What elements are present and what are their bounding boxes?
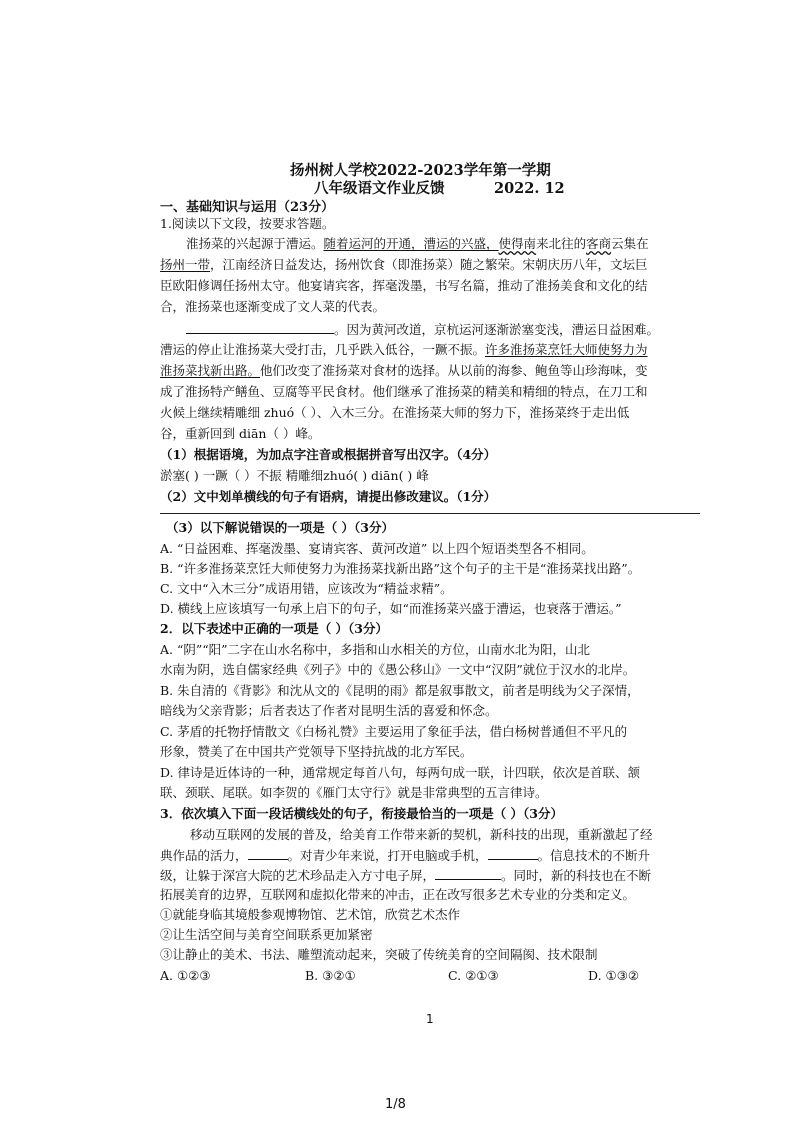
passage-line-7: 淮扬菜找新出路。他们改变了淮扬菜对食材的选择。从以前的海参、鲍鱼等山珍海味，变 bbox=[160, 363, 648, 378]
q3-sentence-3: ③让静止的美术、书法、雕塑流动起来，突破了传统美育的空间隔阂、技术限制 bbox=[160, 947, 598, 962]
school-title: 扬州树人学校2022-2023学年第一学期 bbox=[290, 162, 551, 179]
q2-option-d-line2: 联、颈联、尾联。如李贺的《雁门太守行》就是非常典型的五言律诗。 bbox=[160, 785, 548, 800]
option-d: D. 横线上应该填写一句承上启下的句子，如“而淮扬菜兴盛于漕运，也衰落于漕运。” bbox=[160, 601, 622, 616]
q2-option-a-line2: 水南为阴，选自儒家经典《列子》中的《愚公移山》一文中“汉阴”就位于汉水的北岸。 bbox=[160, 662, 636, 677]
answer-line[interactable] bbox=[160, 513, 700, 514]
passage-line-6: 漕运的停止让淮扬菜大受打击，几乎跌入低谷，一蹶不振。许多淮扬菜烹饪大师使努力为 bbox=[160, 342, 648, 357]
passage-line-4: 合，淮扬菜也逐渐变成了文人菜的代表。 bbox=[160, 299, 386, 314]
passage-line-10: 谷，重新回到 diān（ ）峰。 bbox=[160, 426, 321, 441]
q2-option-b-line1: B. 朱自清的《背影》和沈从文的《昆明的雨》都是叙事散文，前者是明线为父子深情， bbox=[160, 683, 640, 698]
subquestion-1-items: 淤塞( ) 一蹶（ ）不振 精雕细zhuó( ) diān( ) 峰 bbox=[160, 468, 429, 483]
passage-line-1: 淮扬菜的兴起源于漕运。随着运河的开通，漕运的兴盛，使得南来北往的客商云集在 bbox=[186, 236, 649, 251]
subquestion-1-prompt: （1）根据语境，为加点字注音或根据拼音写出汉字。（4分） bbox=[160, 447, 497, 462]
answer-blank[interactable] bbox=[186, 321, 334, 334]
worksheet-subtitle: 八年级语文作业反馈 bbox=[314, 180, 445, 197]
q2-option-d-line1: D. 律诗是近体诗的一种，通常规定每首八句，每两句成一联，计四联，依次是首联、颔 bbox=[160, 765, 641, 780]
worksheet-date: 2022. 12 bbox=[494, 180, 565, 197]
q2-option-c-line1: C. 茅盾的托物抒情散文《白杨礼赞》主要运用了象征手法，借白杨树普通但不平凡的 bbox=[160, 724, 628, 739]
q3-choice-c: C. ②①③ bbox=[448, 968, 499, 983]
option-b: B. “许多淮扬菜烹饪大师使努力为淮扬菜找新出路”这个句子的主干是“淮扬菜找出路”。 bbox=[160, 561, 641, 576]
inner-page-number: 1 bbox=[426, 1012, 434, 1026]
answer-blank[interactable] bbox=[435, 867, 501, 880]
question-1-title: 1.阅读以下文段，按要求答题。 bbox=[160, 216, 335, 231]
passage-line-3: 臣欧阳修调任扬州太守。他宴请宾客，挥毫泼墨，书写名篇，推动了淮扬美食和文化的结 bbox=[160, 278, 648, 293]
answer-blank[interactable] bbox=[248, 847, 288, 860]
q2-option-a-line1: A. “阴”“阳”二字在山水名称中，多指和山水相关的方位，山南水北为阳，山北 bbox=[160, 642, 591, 657]
q3-choice-d: D. ①③② bbox=[588, 968, 640, 983]
q2-option-c-line2: 形象，赞美了在中国共产党领导下坚持抗战的北方军民。 bbox=[160, 744, 473, 759]
option-a: A. “日益困难、挥毫泼墨、宴请宾客、黄河改道” 以上四个短语类型各不相同。 bbox=[160, 541, 594, 556]
q3-passage-line-4: 拓展美育的边界，互联网和虚拟化带来的冲击，正在改写很多艺术专业的分类和定义。 bbox=[160, 887, 636, 902]
q3-passage-line-3: 级，让躲于深宫大院的艺术珍品走入方寸电子屏， 。同时，新的科技也在不断 bbox=[160, 868, 652, 883]
page-counter: 1/8 bbox=[385, 1097, 406, 1112]
section-title: 一、基础知识与运用（23分） bbox=[160, 200, 335, 215]
q3-sentence-1: ①就能身临其境般参观博物馆、艺术馆，欣赏艺术杰作 bbox=[160, 907, 461, 922]
option-c: C. 文中“入木三分”成语用错，应该改为“精益求精”。 bbox=[160, 581, 453, 596]
passage-line-5: 。因为黄河改道，京杭运河逐渐淤塞变浅，漕运日益困难。 bbox=[186, 321, 659, 338]
subquestion-3-prompt: （3）以下解说错误的一项是（ ）（3分） bbox=[166, 520, 394, 535]
passage-line-2: 扬州一带，江南经济日益发达，扬州饮食（即淮扬菜）随之繁荣。宋朝庆历八年，文坛巨 bbox=[160, 257, 648, 272]
answer-blank[interactable] bbox=[488, 847, 538, 860]
q3-sentence-2: ②让生活空间与美育空间联系更加紧密 bbox=[160, 927, 373, 942]
q3-passage-line-1: 移动互联网的发展的普及，给美育工作带来新的契机，新科技的出现，重新激起了经 bbox=[190, 827, 653, 842]
q3-choice-a: A. ①②③ bbox=[160, 968, 211, 983]
q3-choice-b: B. ③②① bbox=[305, 968, 356, 983]
q3-passage-line-2: 典作品的活力， 。对青少年来说，打开电脑或手机， 。信息技术的不断升 bbox=[160, 848, 651, 863]
question-2-prompt: 2．以下表述中正确的一项是（ ）（3分） bbox=[160, 621, 388, 636]
question-3-prompt: 3．依次填入下面一段话横线处的句子，衔接最恰当的一项是（ ）（3分） bbox=[160, 806, 563, 821]
passage-line-8: 成了淮扬特产鳝鱼、豆腐等平民食材。他们继承了淮扬菜的精美和精细的特点，在刀工和 bbox=[160, 384, 648, 399]
passage-line-9: 火候上继续精雕细 zhuó（ ）、入木三分。在淮扬菜大师的努力下，淮扬菜终于走出低 bbox=[160, 405, 630, 420]
subquestion-2-prompt: （2）文中划单横线的句子有语病，请提出修改建议。（1分） bbox=[160, 489, 497, 504]
q2-option-b-line2: 暗线为父亲背影；后者表达了作者对昆明生活的喜爱和怀念。 bbox=[160, 703, 498, 718]
